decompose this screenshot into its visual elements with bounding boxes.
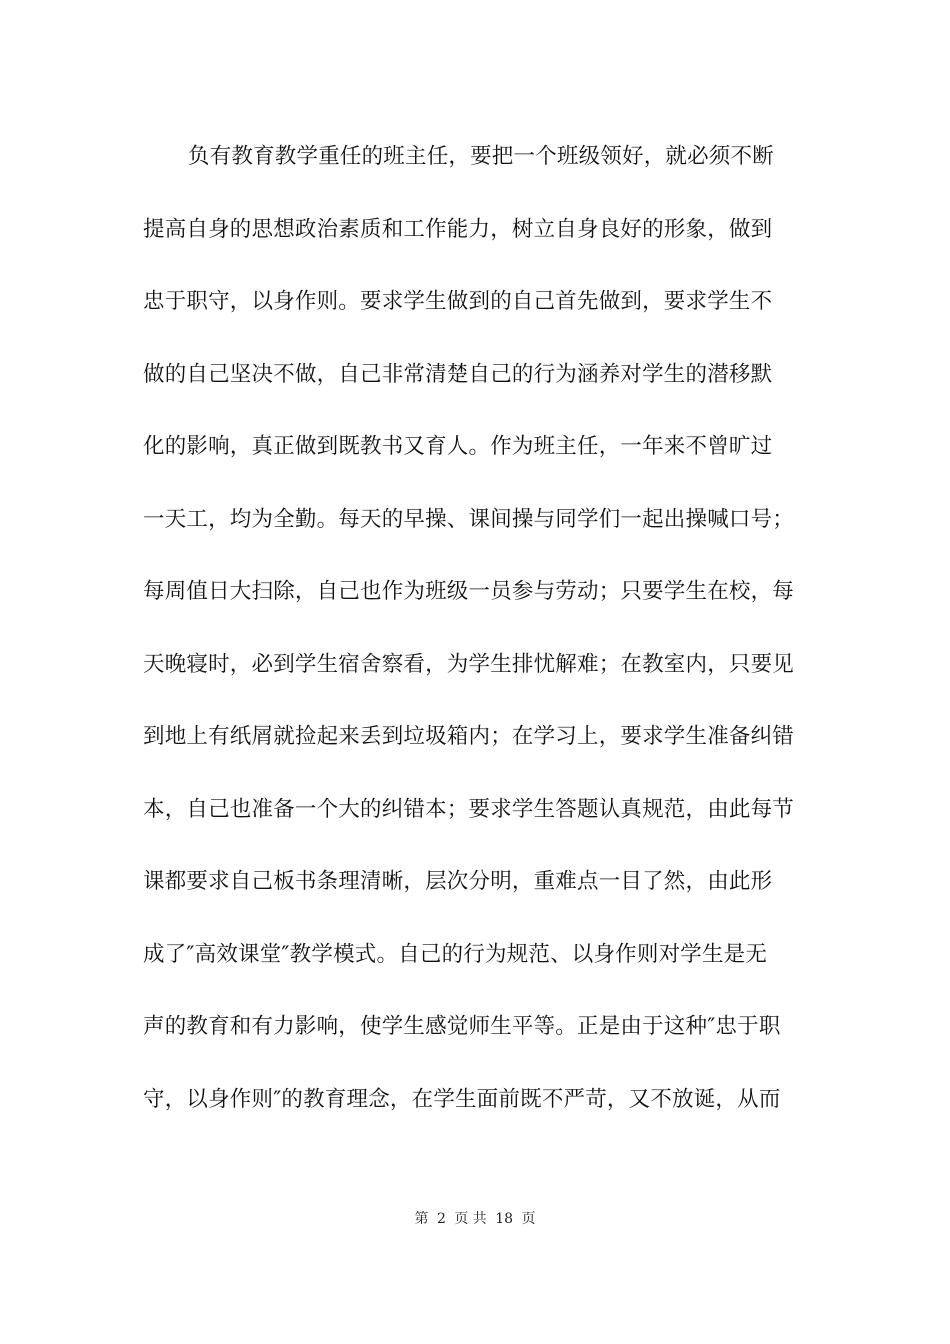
text-line-2: 提高自身的思想政治素质和工作能力，树立自身良好的形象，做到: [143, 216, 773, 242]
text-line-4: 做的自己坚决不做，自己非常清楚自己的行为涵养对学生的潜移默: [143, 361, 773, 387]
text-line-10: 本，自己也准备一个大的纠错本；要求学生答题认真规范，由此每节: [143, 796, 795, 822]
text-line-12: 成了″高效课堂″教学模式。自己的行为规范、以身作则对学生是无: [143, 941, 768, 967]
text-line-3: 忠于职守，以身作则。要求学生做到的自己首先做到，要求学生不: [143, 289, 773, 314]
page-number: 2: [436, 1211, 446, 1227]
text-line-9: 到地上有纸屑就捡起来丢到垃圾箱内；在学习上，要求学生准备纠错: [143, 724, 795, 749]
text-line-1: 负有教育教学重任的班主任，要把一个班级领好，就必须不断: [188, 144, 774, 169]
page-label-suffix: 页: [521, 1211, 536, 1227]
page-label-mid: 页 共: [454, 1211, 487, 1227]
text-line-13: 声的教育和有力影响，使学生感觉师生平等。正是由于这种″忠于职: [143, 1014, 781, 1039]
page-label-prefix: 第: [414, 1211, 429, 1227]
text-line-7: 每周值日大扫除，自己也作为班级一员参与劳动；只要学生在校，每: [143, 579, 795, 604]
page-total: 18: [495, 1211, 514, 1227]
page-footer: [0, 1209, 950, 1229]
body-paragraph: [143, 133, 813, 1148]
text-line-11: 课都要求自己板书条理清晰，层次分明，重难点一目了然，由此形: [143, 869, 773, 894]
text-line-14: 守，以身作则″的教育理念，在学生面前既不严苛，又不放诞，从而: [143, 1086, 781, 1112]
text-line-5: 化的影响，真正做到既教书又育人。作为班主任，一年来不曾旷过: [143, 434, 773, 459]
text-line-8: 天晚寝时，必到学生宿舍察看，为学生排忧解难；在教室内，只要见: [143, 651, 795, 677]
text-line-6: 一天工，均为全勤。每天的早操、课间操与同学们一起出操喊口号；: [143, 506, 795, 532]
